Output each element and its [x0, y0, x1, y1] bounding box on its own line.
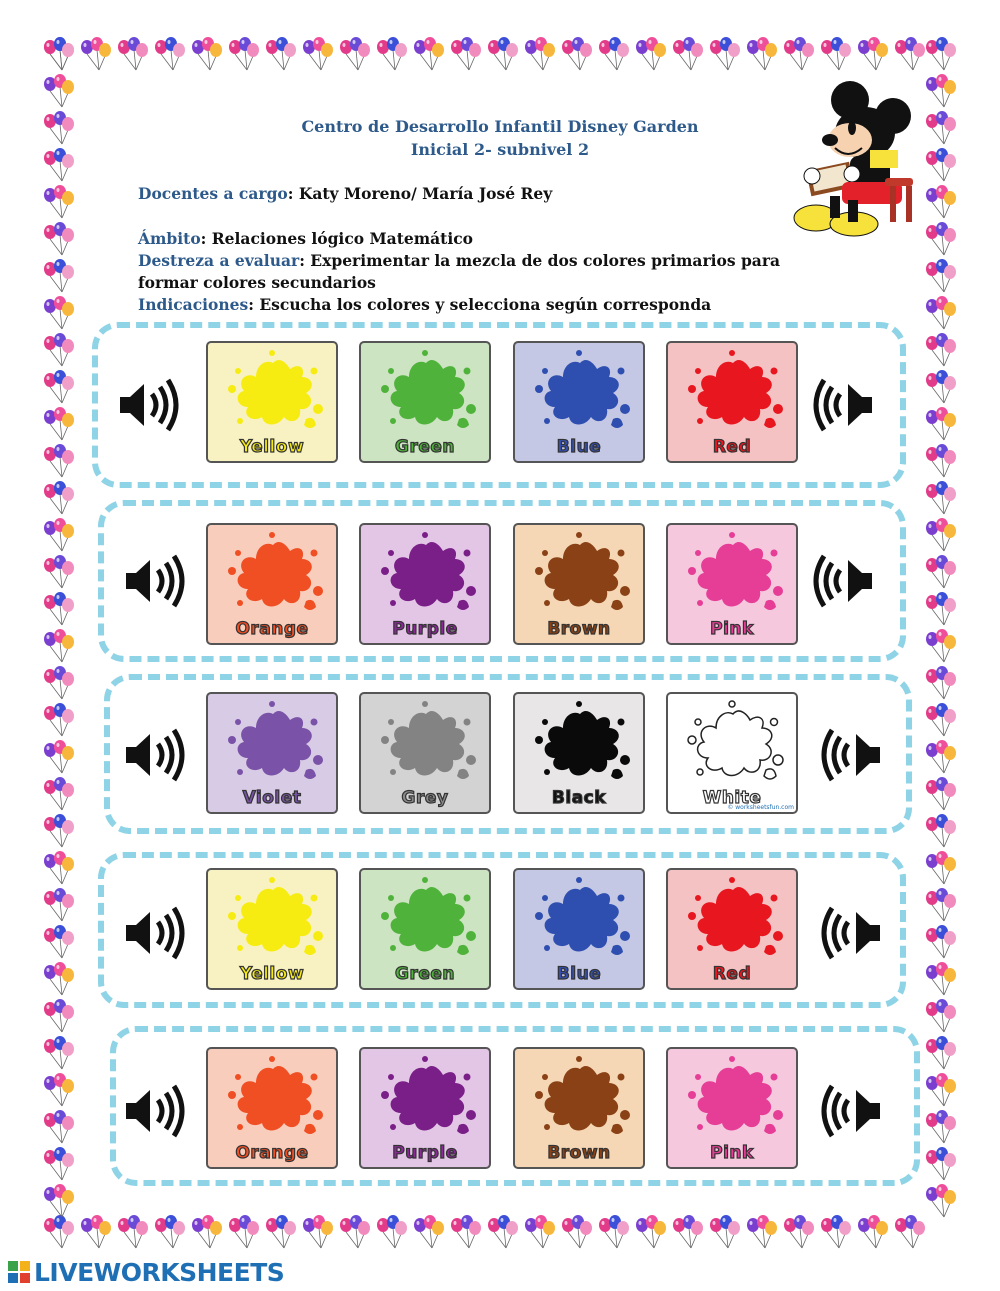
balloon-icon: [706, 1214, 743, 1251]
balloon-icon: [40, 443, 77, 480]
balloon-icon: [151, 36, 188, 73]
color-label: Black: [551, 788, 607, 808]
balloon-icon: [40, 998, 77, 1035]
balloon-icon: [558, 36, 595, 73]
balloon-icon: [922, 591, 959, 628]
balloon-icon: [40, 924, 77, 961]
balloon-icon: [40, 739, 77, 776]
balloon-icon: [922, 628, 959, 665]
balloon-icon: [40, 221, 77, 258]
balloon-icon: [40, 517, 77, 554]
scope-line: [138, 228, 838, 250]
balloon-icon: [706, 36, 743, 73]
color-card-yellow[interactable]: [206, 868, 338, 990]
color-card-violet[interactable]: [206, 692, 338, 814]
instructions-label: Indicaciones: [138, 295, 249, 314]
color-label: Green: [395, 437, 455, 457]
paint-splat-icon: [371, 531, 481, 619]
balloon-icon: [40, 591, 77, 628]
balloon-icon: [669, 1214, 706, 1251]
color-card-pink[interactable]: [666, 523, 798, 645]
balloon-icon: [40, 332, 77, 369]
paint-splat-icon: [678, 349, 788, 437]
speaker-icon[interactable]: [810, 548, 876, 614]
speaker-icon[interactable]: [122, 548, 188, 614]
paint-splat-icon: [371, 1055, 481, 1143]
balloon-icon: [40, 776, 77, 813]
balloon-icon: [922, 1072, 959, 1109]
balloon-border-right: [922, 36, 959, 1220]
school-name: Centro de Desarrollo Infantil Disney Garden: [301, 117, 699, 136]
color-label: Yellow: [239, 437, 305, 457]
balloon-icon: [114, 1214, 151, 1251]
paint-splat-icon: [525, 700, 635, 788]
color-label: Green: [395, 964, 455, 984]
balloon-icon: [40, 665, 77, 702]
balloon-icon: [40, 887, 77, 924]
color-card-red[interactable]: [666, 868, 798, 990]
balloon-icon: [40, 369, 77, 406]
color-label: Pink: [710, 1143, 754, 1163]
balloon-icon: [484, 36, 521, 73]
balloon-icon: [817, 1214, 854, 1251]
balloon-icon: [40, 1183, 77, 1220]
balloon-icon: [922, 369, 959, 406]
color-label: Purple: [392, 619, 458, 639]
balloon-icon: [922, 739, 959, 776]
balloon-icon: [40, 813, 77, 850]
paint-splat-icon: [525, 531, 635, 619]
color-label: Purple: [392, 1143, 458, 1163]
speaker-icon[interactable]: [818, 1078, 884, 1144]
color-card-grey[interactable]: [359, 692, 491, 814]
balloon-icon: [922, 406, 959, 443]
balloon-icon: [114, 36, 151, 73]
color-card-purple[interactable]: [359, 1047, 491, 1169]
speaker-icon[interactable]: [116, 372, 182, 438]
color-card-orange[interactable]: [206, 1047, 338, 1169]
balloon-icon: [922, 1146, 959, 1183]
balloon-icon: [922, 924, 959, 961]
color-label: Orange: [235, 619, 309, 639]
speaker-icon[interactable]: [122, 900, 188, 966]
paint-splat-icon: [678, 876, 788, 964]
balloon-icon: [922, 221, 959, 258]
balloon-icon: [77, 1214, 114, 1251]
color-card-orange[interactable]: [206, 523, 338, 645]
teachers-value: : Katy Moreno/ María José Rey: [287, 184, 553, 203]
balloon-icon: [922, 665, 959, 702]
teachers-label: Docentes a cargo: [138, 184, 288, 203]
balloon-icon: [922, 36, 959, 73]
paint-splat-icon: [525, 1055, 635, 1143]
speaker-icon[interactable]: [818, 722, 884, 788]
balloon-icon: [780, 36, 817, 73]
color-card-pink[interactable]: [666, 1047, 798, 1169]
paint-splat-icon: [218, 349, 328, 437]
balloon-icon: [40, 36, 77, 73]
balloon-border-left: [40, 36, 77, 1220]
balloon-icon: [225, 36, 262, 73]
color-card-green[interactable]: [359, 341, 491, 463]
balloon-border-top: [40, 36, 928, 73]
balloon-icon: [447, 36, 484, 73]
color-card-brown[interactable]: [513, 1047, 645, 1169]
balloon-icon: [817, 36, 854, 73]
color-label: Blue: [556, 437, 602, 457]
balloon-icon: [373, 1214, 410, 1251]
balloon-icon: [922, 850, 959, 887]
scope-value: : Relaciones lógico Matemático: [200, 229, 473, 248]
paint-splat-icon: [525, 349, 635, 437]
balloon-icon: [854, 1214, 891, 1251]
color-label: Violet: [242, 788, 302, 808]
balloon-icon: [669, 36, 706, 73]
balloon-icon: [40, 961, 77, 998]
color-card-red[interactable]: [666, 341, 798, 463]
balloon-icon: [410, 1214, 447, 1251]
balloon-icon: [40, 480, 77, 517]
speaker-icon[interactable]: [810, 372, 876, 438]
balloon-icon: [743, 36, 780, 73]
balloon-icon: [521, 36, 558, 73]
instructions-line: [138, 294, 838, 316]
color-label: Brown: [547, 1143, 611, 1163]
balloon-icon: [40, 1035, 77, 1072]
liveworksheets-brand[interactable]: LIVEWORKSHEETS: [34, 1257, 285, 1287]
balloon-icon: [922, 73, 959, 110]
balloon-icon: [77, 36, 114, 73]
color-label: Red: [712, 437, 752, 457]
balloon-icon: [40, 1109, 77, 1146]
balloon-icon: [40, 184, 77, 221]
balloon-icon: [262, 36, 299, 73]
balloon-icon: [558, 1214, 595, 1251]
paint-splat-icon: [371, 349, 481, 437]
balloon-icon: [40, 1146, 77, 1183]
balloon-icon: [40, 554, 77, 591]
balloon-icon: [922, 184, 959, 221]
color-card-purple[interactable]: [359, 523, 491, 645]
paint-splat-icon: [678, 1055, 788, 1143]
balloon-icon: [922, 480, 959, 517]
card-credit: © worksheetsfun.com: [727, 804, 794, 811]
color-label: Red: [712, 964, 752, 984]
speaker-icon[interactable]: [122, 722, 188, 788]
balloon-border-bottom: [40, 1214, 928, 1251]
balloon-icon: [410, 36, 447, 73]
balloon-icon: [299, 36, 336, 73]
color-label: White: [702, 788, 762, 808]
balloon-icon: [336, 1214, 373, 1251]
balloon-icon: [40, 1072, 77, 1109]
balloon-icon: [632, 1214, 669, 1251]
paint-splat-icon: [371, 700, 481, 788]
color-card-yellow[interactable]: [206, 341, 338, 463]
balloon-icon: [922, 332, 959, 369]
balloon-icon: [632, 36, 669, 73]
skill-label: Destreza a evaluar: [138, 251, 300, 270]
paint-splat-icon: [218, 531, 328, 619]
balloon-icon: [262, 1214, 299, 1251]
balloon-icon: [780, 1214, 817, 1251]
balloon-icon: [40, 258, 77, 295]
instructions-value: : Escucha los colores y selecciona según corresponda: [248, 295, 712, 314]
balloon-icon: [336, 36, 373, 73]
balloon-icon: [373, 36, 410, 73]
balloon-icon: [484, 1214, 521, 1251]
balloon-icon: [922, 295, 959, 332]
color-label: Grey: [401, 788, 449, 808]
balloon-icon: [521, 1214, 558, 1251]
paint-splat-icon: [218, 700, 328, 788]
balloon-icon: [225, 1214, 262, 1251]
color-card-white[interactable]: [666, 692, 798, 814]
balloon-icon: [922, 887, 959, 924]
balloon-icon: [922, 1109, 959, 1146]
balloon-icon: [595, 36, 632, 73]
balloon-icon: [922, 813, 959, 850]
liveworksheets-logo-icon: [8, 1261, 30, 1283]
balloon-icon: [854, 36, 891, 73]
color-label: Yellow: [239, 964, 305, 984]
balloon-icon: [922, 776, 959, 813]
balloon-icon: [40, 850, 77, 887]
balloon-icon: [922, 554, 959, 591]
paint-splat-icon: [371, 876, 481, 964]
footer-branding: [8, 1258, 284, 1286]
paint-splat-icon: [678, 700, 788, 788]
skill-value: : Experimentar la mezcla de dos colores primarios para formar colores secundarios: [138, 251, 781, 292]
teachers-line: [138, 183, 838, 205]
balloon-icon: [595, 1214, 632, 1251]
color-label: Pink: [710, 619, 754, 639]
balloon-icon: [40, 73, 77, 110]
mickey-reading-illustration: [790, 78, 920, 238]
balloon-icon: [40, 702, 77, 739]
skill-line: [138, 250, 838, 294]
balloon-icon: [922, 258, 959, 295]
balloon-icon: [922, 998, 959, 1035]
paint-splat-icon: [218, 876, 328, 964]
balloon-icon: [299, 1214, 336, 1251]
scope-label: Ámbito: [138, 229, 201, 248]
balloon-icon: [922, 961, 959, 998]
speaker-icon[interactable]: [122, 1078, 188, 1144]
color-label: Brown: [547, 619, 611, 639]
balloon-icon: [743, 1214, 780, 1251]
color-card-blue[interactable]: [513, 341, 645, 463]
color-card-black[interactable]: [513, 692, 645, 814]
balloon-icon: [40, 628, 77, 665]
balloon-icon: [188, 1214, 225, 1251]
balloon-icon: [922, 702, 959, 739]
balloon-icon: [922, 443, 959, 480]
color-card-green[interactable]: [359, 868, 491, 990]
balloon-icon: [447, 1214, 484, 1251]
balloon-icon: [188, 36, 225, 73]
color-card-brown[interactable]: [513, 523, 645, 645]
balloon-icon: [922, 1183, 959, 1220]
balloon-icon: [151, 1214, 188, 1251]
balloon-icon: [40, 406, 77, 443]
balloon-icon: [40, 295, 77, 332]
speaker-icon[interactable]: [818, 900, 884, 966]
paint-splat-icon: [218, 1055, 328, 1143]
level-subtitle: Inicial 2- subnivel 2: [410, 140, 590, 159]
color-label: Blue: [556, 964, 602, 984]
paint-splat-icon: [525, 876, 635, 964]
paint-splat-icon: [678, 531, 788, 619]
balloon-icon: [922, 1035, 959, 1072]
color-card-blue[interactable]: [513, 868, 645, 990]
balloon-icon: [922, 517, 959, 554]
color-label: Orange: [235, 1143, 309, 1163]
